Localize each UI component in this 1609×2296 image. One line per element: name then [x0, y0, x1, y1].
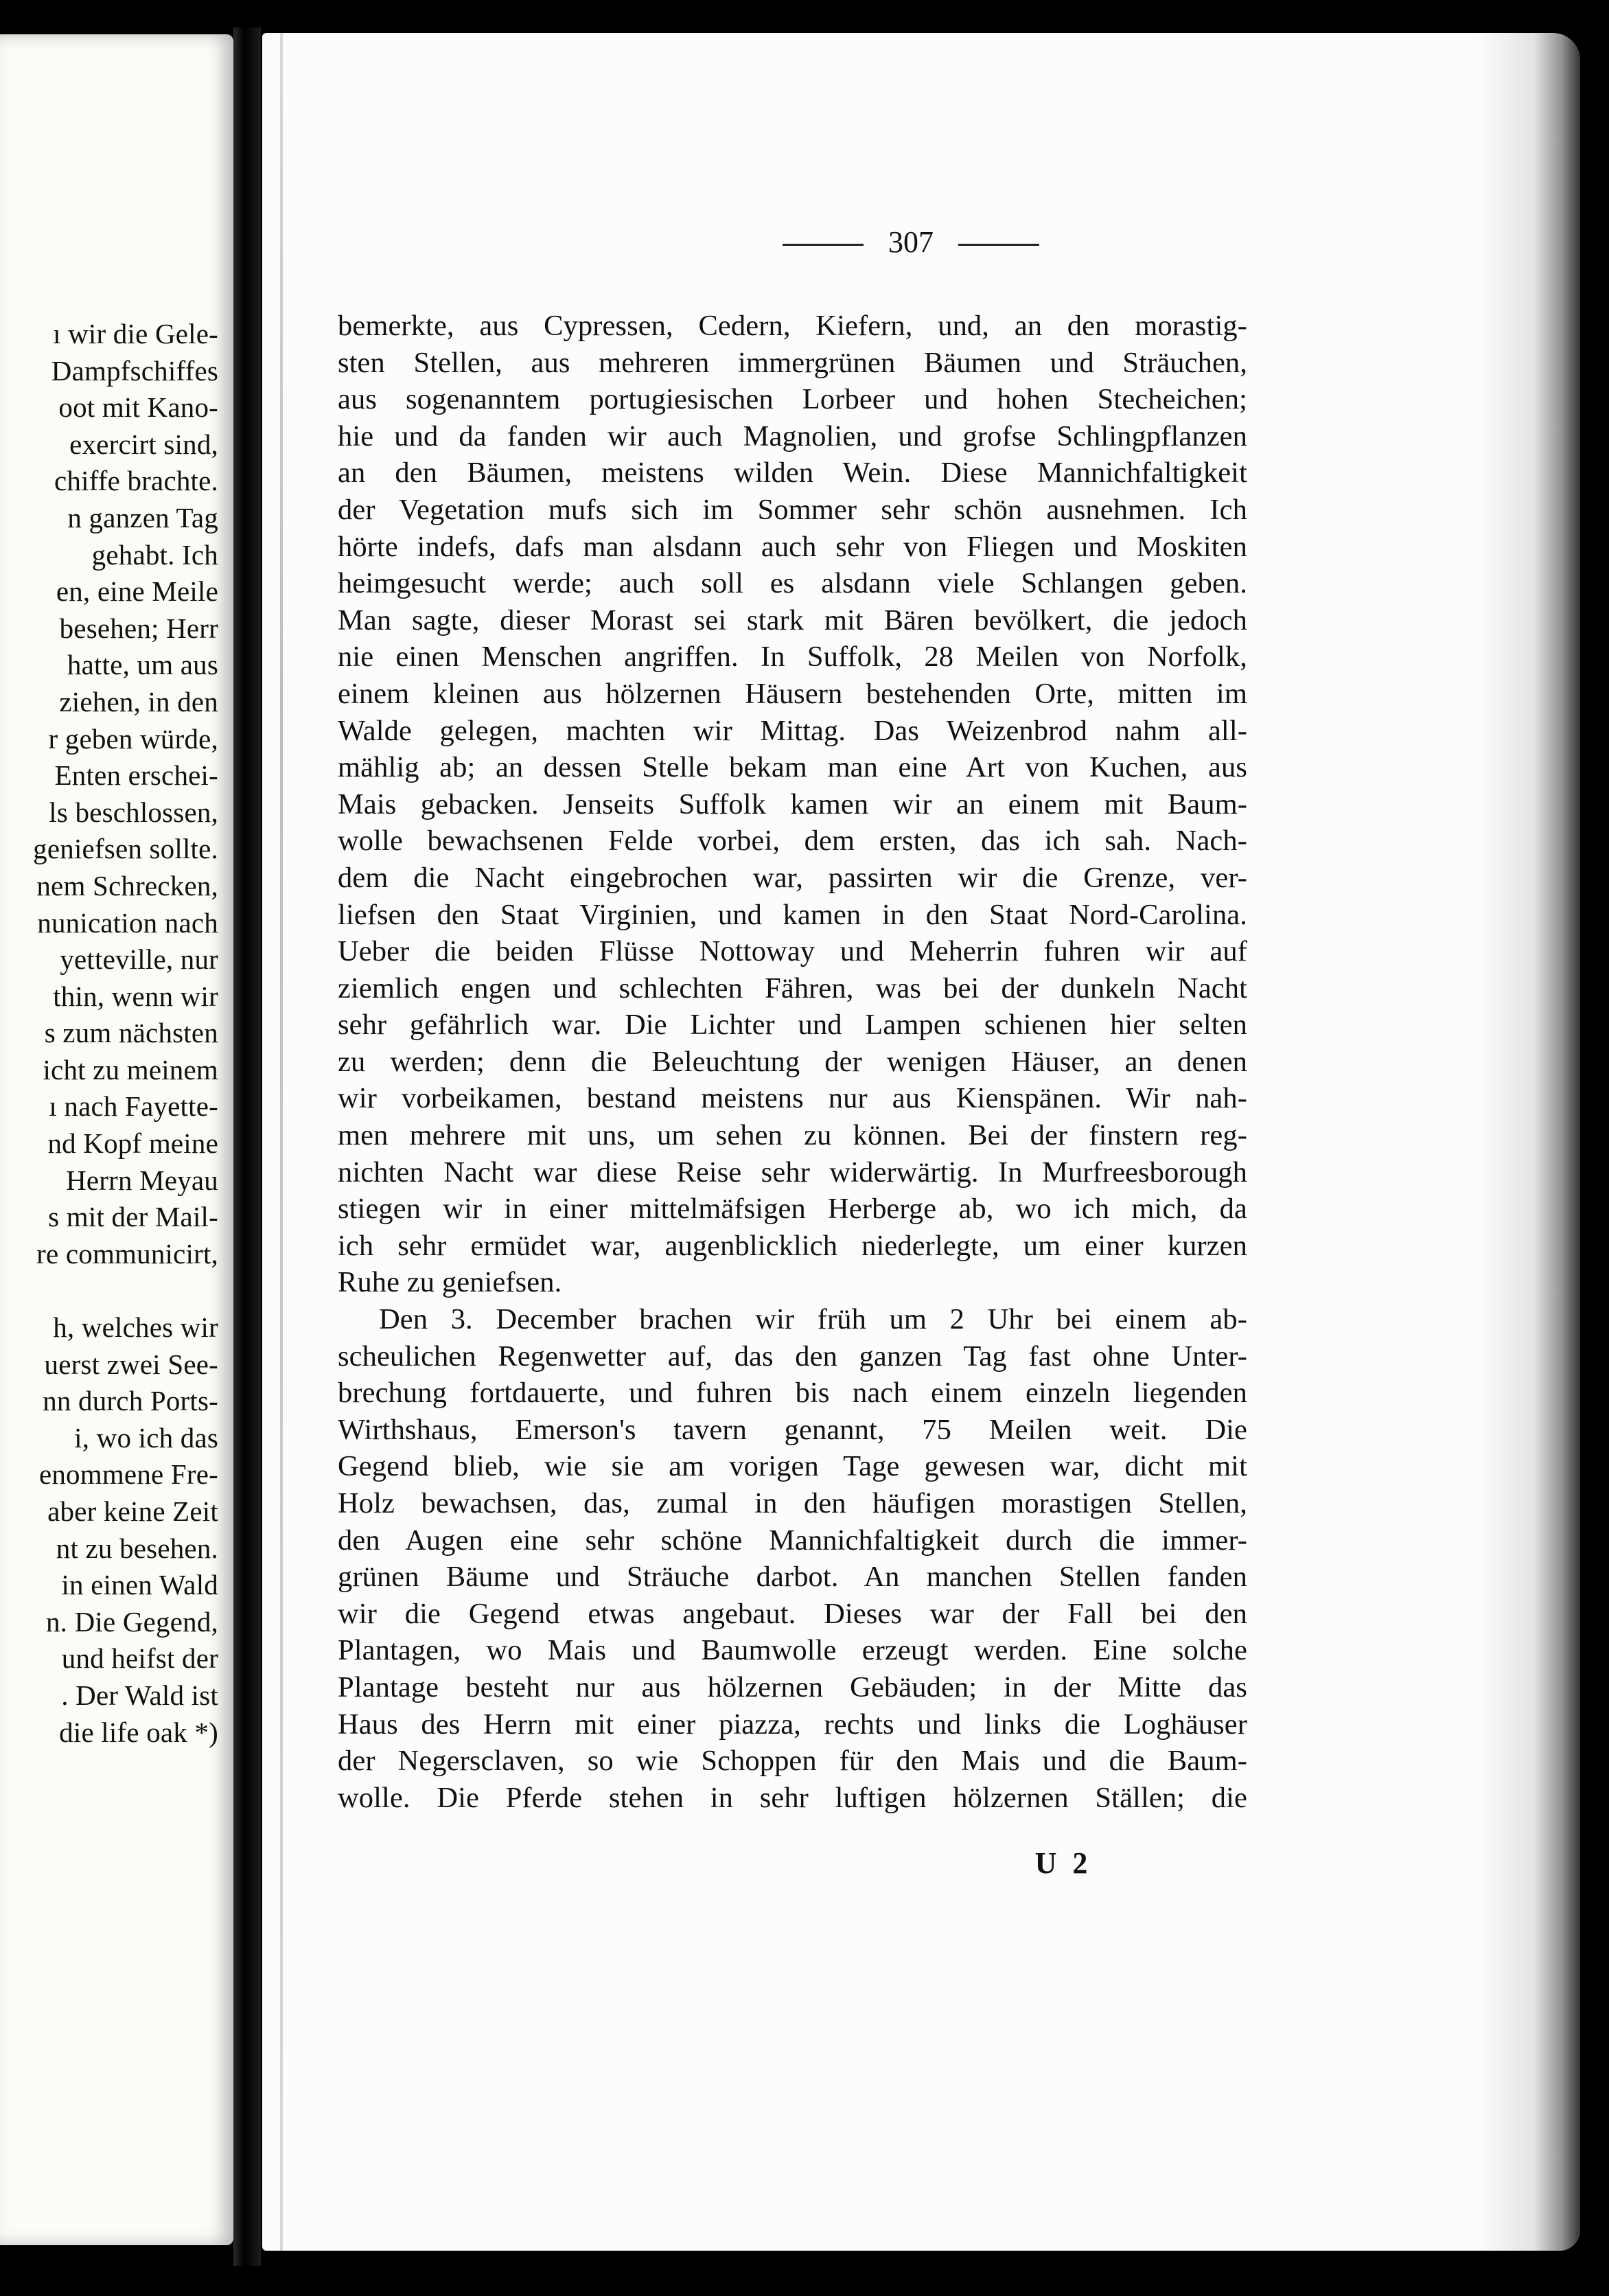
text-line: ziemlich engen und schlechten Fähren, was bei der dunkeln Nacht: [338, 972, 1247, 1004]
text-line: der Vegetation mufs sich im Sommer sehr schön ausnehmen. Ich: [338, 493, 1247, 526]
text-line: bemerkte, aus Cypressen, Cedern, Kiefern, und, an den morastig-: [338, 310, 1247, 342]
text-line: nie einen Menschen angriffen. In Suffolk, 28 Meilen von Norfolk,: [338, 641, 1247, 674]
text-line: Plantage besteht nur aus hölzernen Gebäuden; in der Mitte das: [338, 1671, 1247, 1703]
text-line: sten Stellen, aus mehreren immergrünen Bäumen und Sträuchen,: [338, 346, 1247, 379]
previous-page-line: Dampfschiffes: [51, 354, 218, 387]
previous-page-line: ls beschlossen,: [49, 796, 218, 828]
previous-page-line: nn durch Ports-: [43, 1385, 218, 1417]
text-line: Mais gebacken. Jenseits Suffolk kamen wir an einem mit Baum-: [338, 788, 1247, 820]
text-line: Haus des Herrn mit einer piazza, rechts und links die Loghäuser: [338, 1708, 1247, 1741]
previous-page-line: nunication nach: [37, 906, 218, 939]
previous-page-line: geniefsen sollte.: [33, 833, 218, 865]
text-line: grünen Bäume und Sträuche darbot. An manchen Stellen fanden: [338, 1561, 1247, 1594]
text-line: Ueber die beiden Flüsse Nottoway und Meherrin fuhren wir auf: [338, 935, 1247, 968]
previous-page-line: chiffe brachte.: [54, 465, 218, 497]
previous-page: [0, 34, 233, 2245]
header-rule-left: [783, 244, 864, 246]
previous-page-line: besehen; Herr: [59, 612, 218, 644]
text-line: Gegend blieb, wie sie am vorigen Tage gewesen war, dicht mit: [338, 1450, 1247, 1483]
text-line: Den 3. December brachen wir früh um 2 Uhr bei einem ab-: [379, 1303, 1247, 1336]
text-line: heimgesucht werde; auch soll es alsdann viele Schlangen geben.: [338, 567, 1247, 600]
previous-page-line: oot mit Kano-: [58, 391, 218, 424]
page-fold: [280, 33, 283, 2251]
text-line: zu werden; denn die Beleuchtung der wenigen Häuser, an denen: [338, 1045, 1247, 1078]
text-line: Plantagen, wo Mais und Baumwolle erzeugt werden. Eine solche: [338, 1634, 1247, 1667]
previous-page-line: Enten erschei-: [54, 759, 218, 792]
text-line: einem kleinen aus hölzernen Häusern bestehenden Orte, mitten im: [338, 677, 1247, 710]
previous-page-line: in einen Wald: [61, 1569, 218, 1601]
previous-page-line: ı wir die Gele-: [53, 318, 218, 349]
previous-page-line: und heifst der: [61, 1642, 218, 1675]
text-line: dem die Nacht eingebrochen war, passirten wir die Grenze, ver-: [338, 861, 1247, 894]
previous-page-line: h, welches wir: [53, 1311, 218, 1344]
previous-page-line: s mit der Mail-: [48, 1201, 218, 1233]
text-line: hörte indefs, dafs man alsdann auch sehr von Fliegen und Moskiten: [338, 530, 1247, 563]
current-page: [262, 33, 1580, 2251]
text-line: Wirthshaus, Emerson's tavern genannt, 75 Meilen weit. Die: [338, 1413, 1247, 1446]
previous-page-line: hatte, um aus: [67, 649, 218, 681]
text-line: liefsen den Staat Virginien, und kamen in den Staat Nord-Carolina.: [338, 898, 1247, 931]
previous-page-line: . Der Wald ist: [61, 1679, 218, 1711]
text-line: men mehrere mit uns, um sehen zu können. Bei der finstern reg-: [338, 1119, 1247, 1152]
text-line: wir die Gegend etwas angebaut. Dieses war der Fall bei den: [338, 1597, 1247, 1630]
previous-page-line: ziehen, in den: [59, 685, 218, 718]
previous-page-line: nem Schrecken,: [36, 869, 218, 902]
body-text: [338, 308, 1247, 1816]
previous-page-line: uerst zwei See-: [44, 1348, 218, 1380]
previous-page-line: n ganzen Tag: [67, 501, 218, 533]
signature-mark: U 2: [1034, 1846, 1092, 1880]
previous-page-line: icht zu meinem: [43, 1053, 218, 1086]
previous-page-line: nd Kopf meine: [47, 1127, 218, 1160]
previous-page-line: nt zu besehen.: [56, 1532, 218, 1564]
page-header: [643, 222, 1179, 263]
previous-page-text: [33, 316, 218, 1751]
text-line: scheulichen Regenwetter auf, das den ganzen Tag fast ohne Unter-: [338, 1340, 1247, 1373]
text-line: an den Bäumen, meistens wilden Wein. Diese Mannichfaltigkeit: [338, 457, 1247, 490]
previous-page-line: en, eine Meile: [56, 575, 218, 608]
previous-page-line: yetteville, nur: [60, 943, 218, 976]
previous-page-line: Herrn Meyau: [66, 1164, 218, 1196]
text-line: sehr gefährlich war. Die Lichter und Lampen schienen hier selten: [338, 1009, 1247, 1042]
previous-page-line: ı nach Fayette-: [49, 1090, 218, 1123]
text-line: Holz bewachsen, das, zumal in den häufigen morastigen Stellen,: [338, 1487, 1247, 1519]
page-edge-shadow: [1477, 33, 1580, 2251]
previous-page-line: s zum nächsten: [44, 1017, 218, 1049]
header-rule-right: [958, 244, 1039, 246]
text-line: ich sehr ermüdet war, augenblicklich niederlegte, um einer kurzen: [338, 1229, 1247, 1262]
text-line: wolle. Die Pferde stehen in sehr luftigen hölzernen Ställen; die: [338, 1781, 1247, 1814]
previous-page-line: n. Die Gegend,: [45, 1605, 218, 1638]
text-line: hie und da fanden wir auch Magnolien, und grofse Schlingpflanzen: [338, 420, 1247, 452]
text-line: brechung fortdauerte, und fuhren bis nach einem einzeln liegenden: [338, 1377, 1247, 1410]
previous-page-line: thin, wenn wir: [53, 980, 218, 1012]
previous-page-line: aber keine Zeit: [47, 1495, 218, 1527]
text-line: den Augen eine sehr schöne Mannichfaltigkeit durch die immer-: [338, 1524, 1247, 1557]
text-line: aus sogenanntem portugiesischen Lorbeer und hohen Stecheichen;: [338, 383, 1247, 416]
previous-page-line: [33, 1272, 218, 1309]
text-line: mählig ab; an dessen Stelle bekam man eine Art von Kuchen, aus: [338, 751, 1247, 784]
text-line: wir vorbeikamen, bestand meistens nur aus Kienspänen. Wir nah-: [338, 1082, 1247, 1115]
book-gutter: [233, 27, 261, 2266]
text-line: der Negersclaven, so wie Schoppen für den Mais und die Baum-: [338, 1745, 1247, 1778]
text-line: wolle bewachsenen Felde vorbei, dem ersten, das ich sah. Nach-: [338, 825, 1247, 858]
text-line: nichten Nacht war diese Reise sehr widerwärtig. In Murfreesborough: [338, 1156, 1247, 1189]
previous-page-line: re communicirt,: [36, 1237, 218, 1270]
previous-page-line: gehabt. Ich: [91, 538, 218, 571]
text-line: Ruhe zu geniefsen.: [338, 1266, 562, 1299]
previous-page-line: enommene Fre-: [38, 1458, 218, 1491]
text-line: Walde gelegen, machten wir Mittag. Das Weizenbrod nahm all-: [338, 714, 1247, 747]
previous-page-line: r geben würde,: [48, 722, 218, 755]
previous-page-line: i, wo ich das: [74, 1421, 218, 1454]
previous-page-line: die life oak *): [59, 1716, 218, 1748]
previous-page-line: exercirt sind,: [69, 428, 218, 460]
page-number: 307: [888, 225, 934, 259]
text-line: stiegen wir in einer mittelmäfsigen Herberge ab, wo ich mich, da: [338, 1193, 1247, 1226]
text-line: Man sagte, dieser Morast sei stark mit Bären bevölkert, die jedoch: [338, 604, 1247, 636]
